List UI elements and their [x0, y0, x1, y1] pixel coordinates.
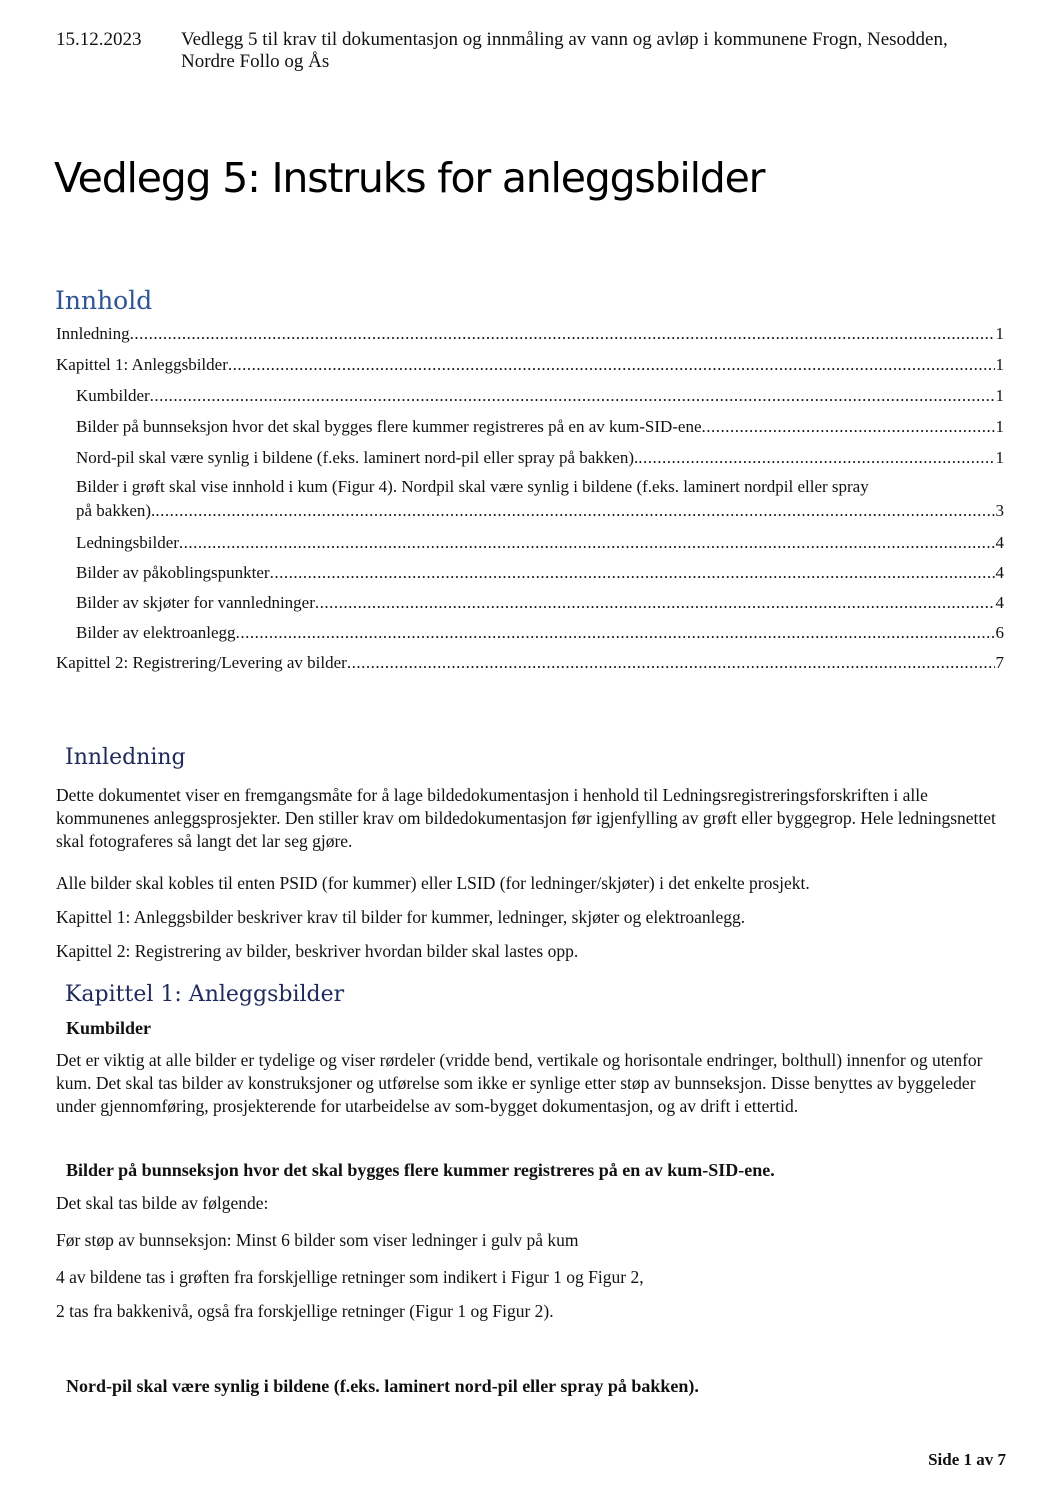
document-title: Vedlegg 5: Instruks for anleggsbilder	[54, 154, 765, 202]
bunnseksjon-paragraph-2: Før støp av bunnseksjon: Minst 6 bilder som viser ledninger i gulv på kum	[56, 1230, 579, 1250]
kumbilder-paragraph: Det er viktig at alle bilder er tydelige og viser rørdeler (vridde bend, vertikale og horisontale endringer, bolthull) innenfor og utenfor kum. Det skal tas bilder av konstruksjoner og utførelse som ikke er synlige etter støp av bunnseksjon. Disse benyttes av byggeleder under gjennomføring, prosjekterende for utarbeidelse av som-bygget dokumentasjon, og av drift i ettertid.	[56, 1050, 983, 1116]
toc-entry-kumbilder[interactable]: Kumbilder ..... 1	[76, 386, 1004, 408]
toc-entry-skjoter[interactable]: Bilder av skjøter for vannledninger ..... 4	[76, 593, 1004, 615]
toc-entry-ledningsbilder[interactable]: Ledningsbilder ..... 4	[76, 533, 1004, 555]
toc-entry-nord-pil[interactable]: Nord-pil skal være synlig i bildene (f.eks. laminert nord-pil eller spray på bakken). ..... 1	[76, 448, 1004, 470]
bunnseksjon-paragraph-4: 2 tas fra bakkenivå, også fra forskjellige retninger (Figur 1 og Figur 2).	[56, 1301, 554, 1321]
subheading-bunnseksjon: Bilder på bunnseksjon hvor det skal bygges flere kummer registreres på en av kum-SID-ene.	[66, 1160, 775, 1180]
intro-paragraph: Dette dokumentet viser en fremgangsmåte for å lage bildedokumentasjon i henhold til Ledningsregistreringsforskriften i alle kommunenes anleggsprosjekter. Den stiller krav om bildedokumentasjon før igjenfylling av grøft eller byggegrop. Hele ledningsnettet skal fotograferes så langt det lar seg gjøre.	[56, 785, 996, 851]
toc-entry-pakoblingspunkter[interactable]: Bilder av påkoblingspunkter ..... 4	[76, 563, 1004, 585]
toc-entry-innledning[interactable]: Innledning ..... 1	[56, 324, 1004, 346]
subheading-kumbilder: Kumbilder	[66, 1018, 152, 1038]
subheading-nord-pil: Nord-pil skal være synlig i bildene (f.eks. laminert nord-pil eller spray på bakken).	[66, 1376, 699, 1396]
toc-entry-kapittel-1[interactable]: Kapittel 1: Anleggsbilder ..... 1	[56, 355, 1004, 377]
header-date: 15.12.2023	[56, 29, 142, 50]
bunnseksjon-paragraph-1: Det skal tas bilde av følgende:	[56, 1193, 269, 1213]
header-title: Vedlegg 5 til krav til dokumentasjon og innmåling av vann og avløp i kommunene Frogn, Nesodden, Nordre Follo og Ås	[181, 29, 948, 72]
page-number: Side 1 av 7	[928, 1450, 1006, 1469]
intro-paragraph-2: Alle bilder skal kobles til enten PSID (for kummer) eller LSID (for ledninger/skjøter) i det enkelte prosjekt.	[56, 873, 810, 893]
toc-entry-kapittel-2[interactable]: Kapittel 2: Registrering/Levering av bilder ..... 7	[56, 653, 1004, 675]
bunnseksjon-paragraph-3: 4 av bildene tas i grøften fra forskjellige retninger som indikert i Figur 1 og Figur 2,	[56, 1267, 644, 1287]
toc-entry-bunnseksjon[interactable]: Bilder på bunnseksjon hvor det skal bygges flere kummer registreres på en av kum-SID-ene ..... 1	[76, 417, 1004, 439]
toc-entry-bilder-i-groft[interactable]: Bilder i grøft skal vise innhold i kum (Figur 4). Nordpil skal være synlig i bildene (f.eks. laminert nordpil eller spray på bakken). ..... 3	[76, 475, 1004, 521]
toc-heading: Innhold	[55, 286, 153, 315]
intro-paragraph-3: Kapittel 1: Anleggsbilder beskriver krav til bilder for kummer, ledninger, skjøter og elektroanlegg.	[56, 907, 746, 927]
section-heading-innledning: Innledning	[65, 745, 186, 770]
section-heading-kapittel-1: Kapittel 1: Anleggsbilder	[65, 982, 345, 1007]
toc-entry-elektroanlegg[interactable]: Bilder av elektroanlegg ..... 6	[76, 623, 1004, 645]
intro-paragraph-4: Kapittel 2: Registrering av bilder, beskriver hvordan bilder skal lastes opp.	[56, 941, 579, 961]
